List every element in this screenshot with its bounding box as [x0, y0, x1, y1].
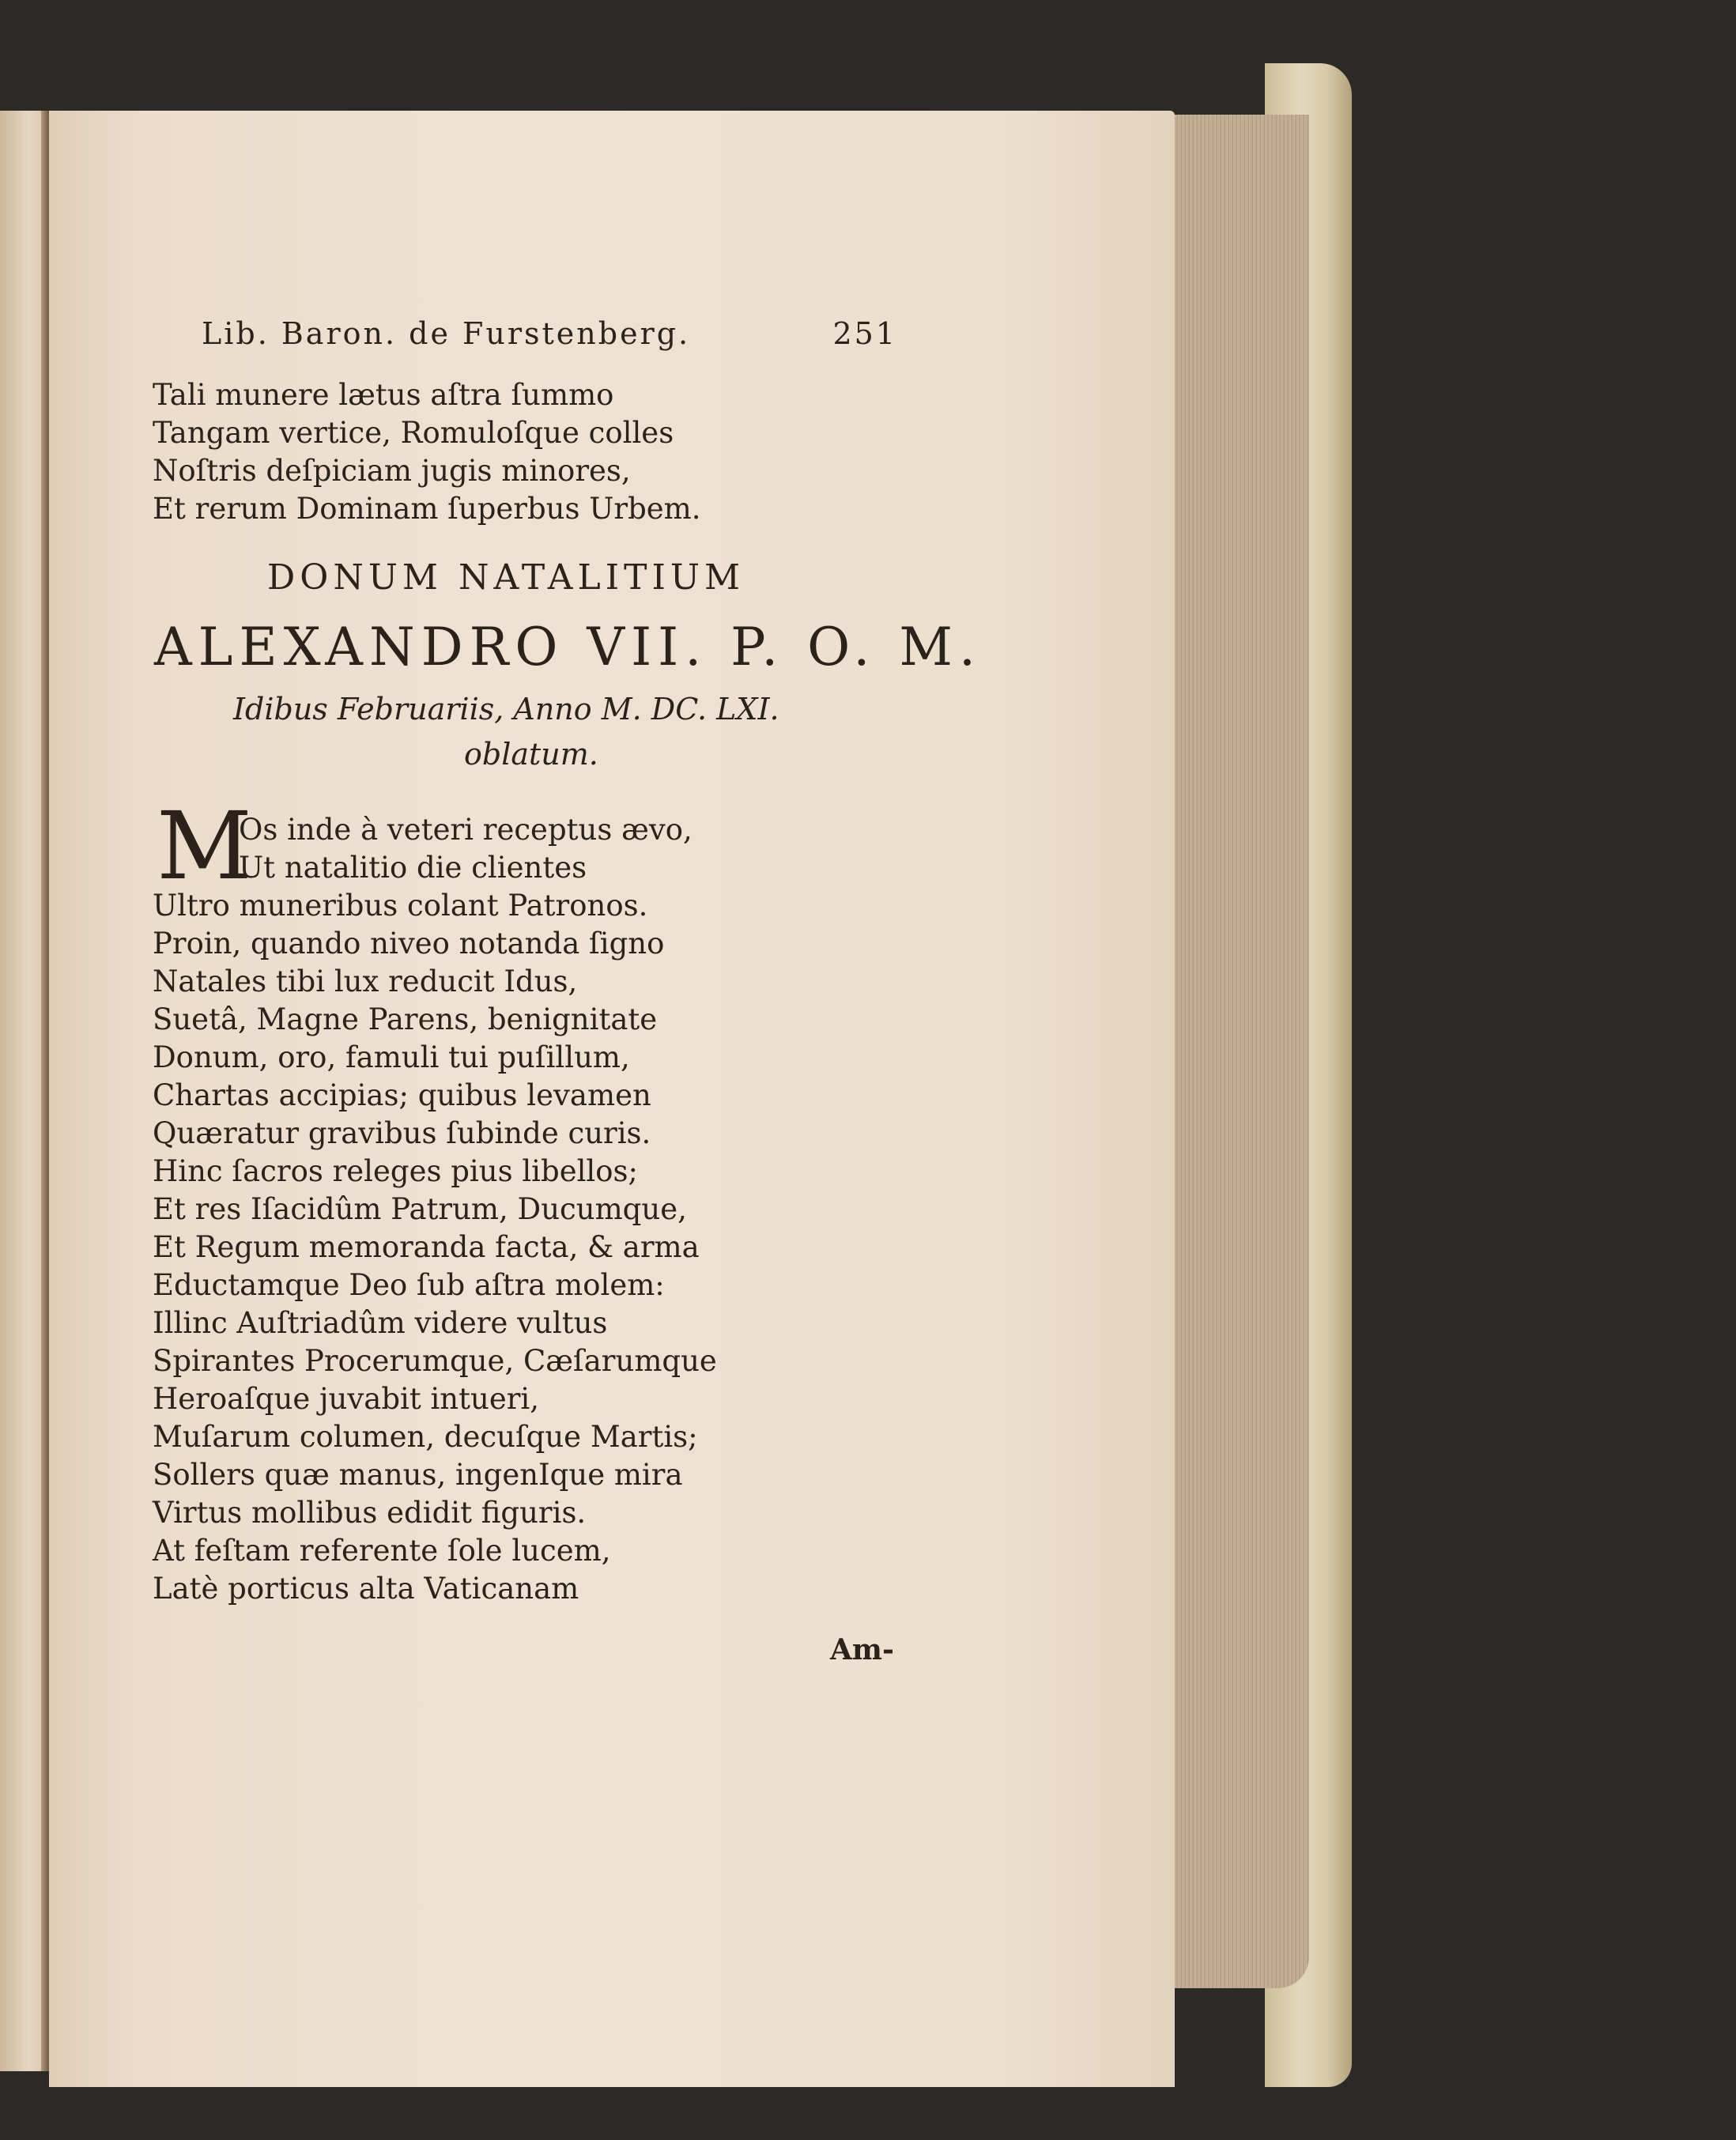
poem-subtitle-line2: oblatum. — [464, 737, 598, 772]
poem-line: Heroaſque juvabit intueri, — [153, 1382, 540, 1416]
poem-line: Latè porticus alta Vaticanam — [153, 1572, 579, 1606]
poem-body — [153, 887, 717, 1608]
poem-line: Muſarum columen, decuſque Martis; — [153, 1420, 698, 1454]
poem-line: Eductamque Deo ſub aſtra molem: — [153, 1268, 665, 1302]
poem-line: Donum, oro, famuli tui puſillum, — [153, 1040, 630, 1074]
poem-line: Os inde à veteri receptus ævo, — [239, 813, 693, 847]
poem-line: Suetâ, Magne Parens, benignitate — [153, 1002, 658, 1036]
poem-line: Et Regum memoranda facta, & arma — [153, 1230, 700, 1264]
poem-line: Et res Iſacidûm Patrum, Ducumque, — [153, 1192, 687, 1226]
page-number: 251 — [832, 316, 897, 351]
running-header — [202, 316, 897, 351]
page-block-edges — [1175, 115, 1309, 1988]
poem-line: Chartas accipias; quibus levamen — [153, 1078, 651, 1112]
poem-line: Virtus mollibus edidit figuris. — [153, 1496, 587, 1530]
drop-cap: M — [157, 791, 252, 900]
poem-title-line1: DONUM NATALITIUM — [267, 557, 745, 598]
poem-line: At feſtam referente ſole lucem, — [153, 1534, 611, 1568]
verse-line: Et rerum Dominam ſuperbus Urbem. — [153, 492, 701, 526]
poem-title-line2: ALEXANDRO VII. P. O. M. — [154, 617, 982, 677]
poem-line: Ut natalitio die clientes — [239, 851, 587, 885]
verse-top — [153, 376, 701, 528]
running-title: Lib. Baron. de Furstenberg. — [202, 316, 691, 351]
catchword: Am- — [830, 1633, 894, 1666]
poem-line: Proin, quando niveo notanda ſigno — [153, 927, 665, 961]
verse-line: Tali munere lætus aſtra ſummo — [153, 378, 614, 412]
poem-line: Natales tibi lux reducit Idus, — [153, 964, 578, 998]
poem-line: Illinc Auſtriadûm videre vultus — [153, 1306, 608, 1340]
poem-line: Hinc ſacros releges pius libellos; — [153, 1154, 638, 1188]
verse-line: Tangam vertice, Romuloſque colles — [153, 416, 674, 450]
poem-line: Quæratur gravibus ſubinde curis. — [153, 1116, 651, 1150]
verse-line: Noſtris deſpiciam jugis minores, — [153, 454, 631, 488]
poem-line: Sollers quæ manus, ingenIque mira — [153, 1458, 683, 1492]
poem-opening — [239, 811, 693, 887]
poem-line: Spirantes Procerumque, Cæſarumque — [153, 1344, 717, 1378]
poem-subtitle-line1: Idibus Februariis, Anno M. DC. LXI. — [233, 692, 779, 727]
poem-line: Ultro muneribus colant Patronos. — [153, 889, 648, 923]
